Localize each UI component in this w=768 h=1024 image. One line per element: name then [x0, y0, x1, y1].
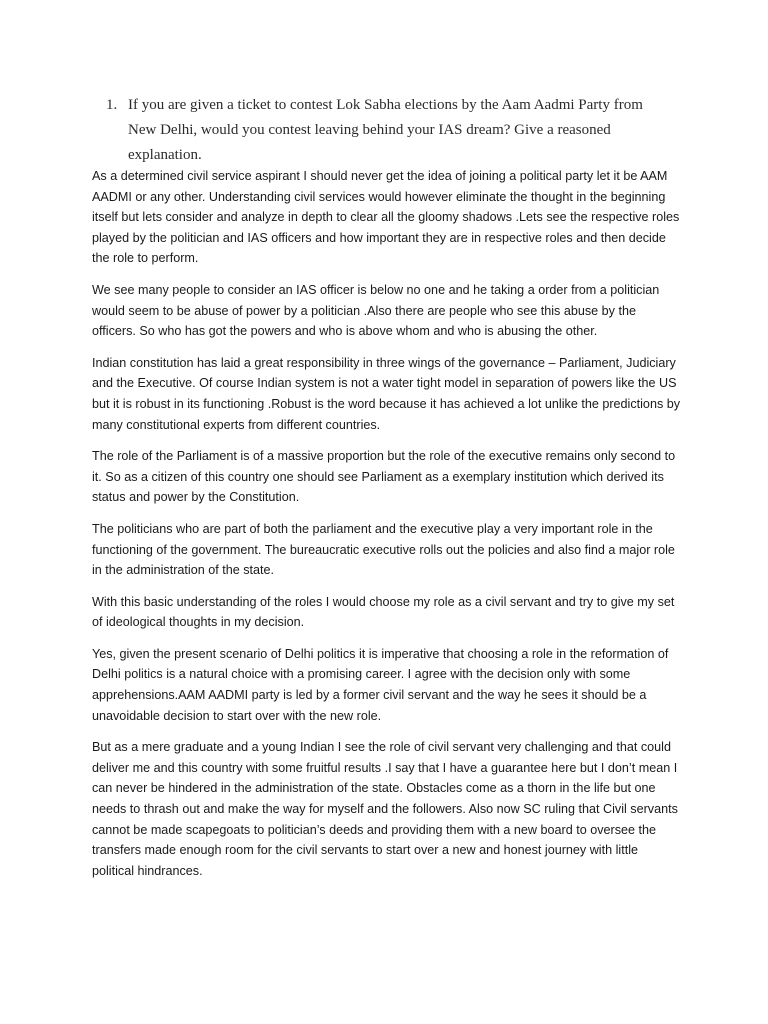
answer-paragraph: We see many people to consider an IAS officer is below no one and he taking a order from a politician would seem to be abuse of power by a politician .Also there are people who see this abuse by the officers. So who has got the powers and who is above whom and who is abusing the other. [92, 282, 660, 339]
question-item [106, 93, 666, 168]
answer-body [92, 166, 682, 892]
question-text: If you are given a ticket to contest Lok Sabha elections by the Aam Aadmi Party from New Delhi, would you contest leaving behind your IAS dream? Give a reasoned explanation. [128, 97, 643, 163]
answer-paragraph: Yes, given the present scenario of Delhi politics it is imperative that choosing a role in the reformation of Delhi politics is a natural choice with a promising career. I agree with the decision only with some apprehensions.AAM AADMI party is led by a former civil servant and the way he sees it should be a unavoidable decision to start over with the new role. [92, 646, 669, 723]
answer-paragraph: As a determined civil service aspirant I should never get the idea of joining a political party let it be AAM AADMI or any other. Understanding civil services would however eliminate the thought in the beginning itself but lets consider and analyze in depth to clear all the gloomy shadows .Lets see the respective roles played by the politician and IAS officers and how important they are in respective roles and then decide the role to perform. [92, 169, 680, 266]
question-number: 1. [106, 97, 118, 113]
answer-paragraph: The politicians who are part of both the parliament and the executive play a very important role in the functioning of the government. The bureaucratic executive rolls out the policies and also find a major role in the administration of the state. [92, 521, 675, 578]
answer-paragraph: The role of the Parliament is of a massive proportion but the role of the executive remains only second to it. So as a citizen of this country one should see Parliament as a exemplary institution which derived its status and power by the Constitution. [92, 449, 676, 505]
answer-paragraph: With this basic understanding of the roles I would choose my role as a civil servant and try to give my set of ideological thoughts in my decision. [92, 594, 675, 630]
answer-paragraph: But as a mere graduate and a young Indian I see the role of civil servant very challenging and that could deliver me and this country with some fruitful results .I say that I have a guarantee here but I don’t mean I can never be hindered in the administration of the state. Obstacles come as a thorn in the life but one needs to thrash out and make the way for myself and the followers. Also now SC ruling that Civil servants cannot be made scapegoats to politician’s deeds and providing them with a new board to oversee the transfers made enough room for the civil servants to start over a new and honest journey with little political hindrances. [92, 740, 678, 878]
answer-paragraph: Indian constitution has laid a great responsibility in three wings of the governance – Parliament, Judiciary and the Executive. Of course Indian system is not a water tight model in separation of powers like the US but it is robust in its functioning .Robust is the word because it has achieved a lot unlike the predictions by many constitutional experts from different countries. [92, 355, 681, 432]
